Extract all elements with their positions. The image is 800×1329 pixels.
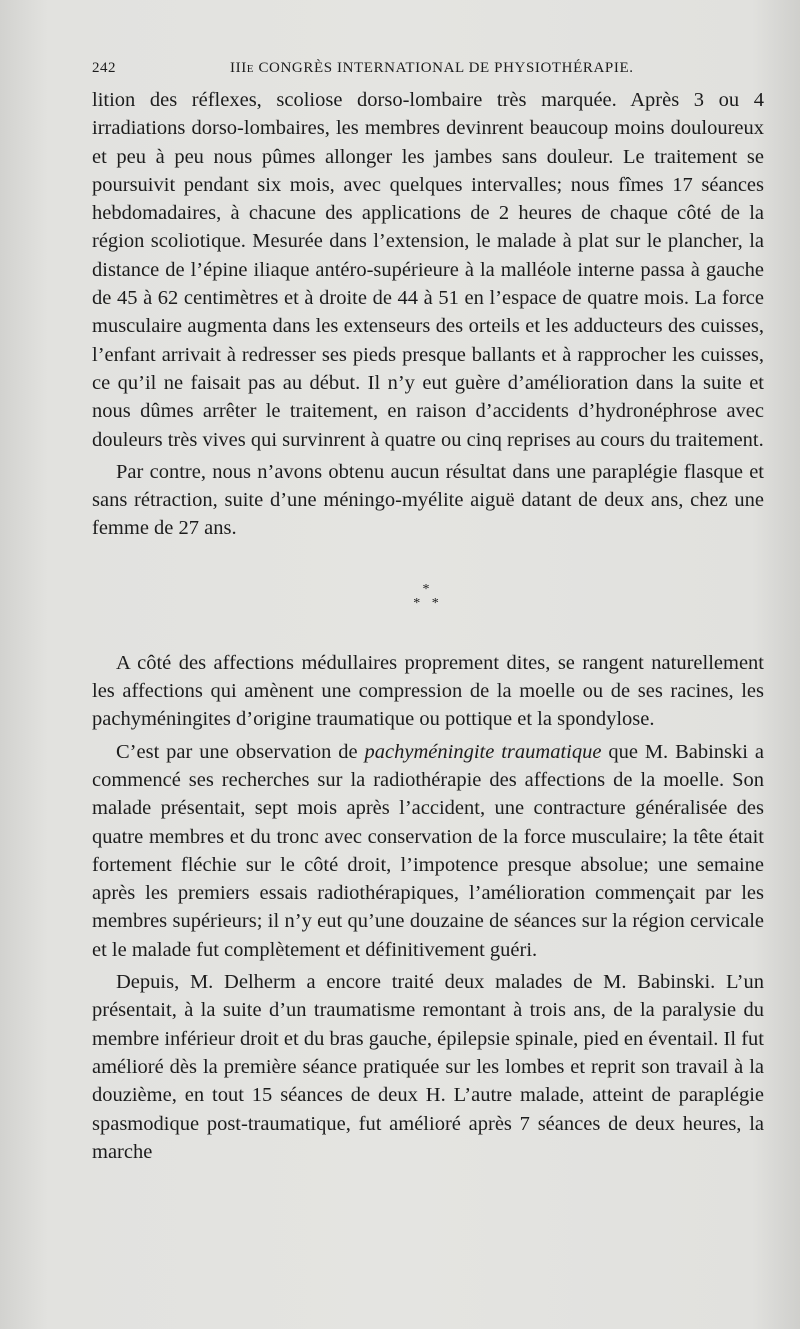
asterism-top: * (422, 581, 434, 597)
page-header (92, 60, 764, 84)
paragraph-babinski (92, 738, 764, 964)
body-text (92, 86, 764, 1170)
paragraph-continuation: lition des réflexes, scoliose dorso-lombaire très marquée. Après 3 ou 4 irradiations dorso-lombaires, les membres devinrent beaucoup moins douloureux et peu à peu nous pûmes allonger les jambes sans douleur. Le traitement se poursuivit pendant six mois, avec quelques intervalles; nous fîmes 17 séances hebdomadaires, à chacune des applications de 2 heures de chaque côté de la région scoliotique. Mesurée dans l’extension, le malade à plat sur le plancher, la distance de l’épine iliaque antéro-supérieure à la malléole interne passa à gauche de 45 à 62 centimètres et à droite de 44 à 51 en l’espace de quatre mois. La force musculaire augmenta dans les extenseurs des orteils et les adducteurs des cuisses, l’enfant arrivait à redresser ses pieds presque ballants et à rapprocher les cuisses, ce qu’il ne faisait pas au début. Il n’y eut guère d’amélioration dans la suite et nous dûmes arrêter le traitement, en raison d’accidents d’hydronéphrose avec douleurs très vives qui survinrent à quatre ou cinq reprises au cours du traitement. (92, 89, 764, 451)
section-asterism (92, 583, 764, 611)
babinski-text-before: C’est par une observation de (116, 740, 365, 763)
asterism-bottom: * * (413, 595, 443, 611)
paragraph-contre: Par contre, nous n’avons obtenu aucun résultat dans une paraplégie flasque et sans rétraction, suite d’une méningo-myélite aiguë datant de deux ans, chez une femme de 27 ans. (92, 460, 764, 540)
running-head: IIIe CONGRÈS INTERNATIONAL DE PHYSIOTHÉRAPIE. (230, 60, 634, 76)
page-number: 242 (92, 60, 116, 76)
paragraph-affections: A côté des affections médullaires proprement dites, se rangent naturellement les affections qui amènent une compression de la moelle ou de ses racines, les pachyméningites d’origine traumatique ou pottique et la spondylose. (92, 651, 764, 731)
babinski-text-after: que M. Babinski a commencé ses recherches sur la radiothérapie des affections de la moelle. Son malade présentait, sept mois après l’accident, une contracture généralisée des quatre membres et du tronc avec conservation de la force musculaire; la tête était fortement fléchie sur le côté droit, l’impotence presque absolue; une semaine après les premiers essais radiothérapiques, l’amélioration commençait par les membres supérieurs; il n’y eut qu’une douzaine de séances sur la région cervicale et le malade fut complètement et définitivement guéri. (92, 740, 764, 961)
paragraph-delherm: Depuis, M. Delherm a encore traité deux malades de M. Babinski. L’un présentait, à la suite d’un traumatisme remontant à trois ans, de la paralysie du membre inférieur droit et du bras gauche, épilepsie spinale, pied en éventail. Il fut amélioré dès la première séance pratiquée sur les lombes et reprit son travail à la douzième, en tout 15 séances de deux H. L’autre malade, atteint de paraplégie spasmodique post-traumatique, fut amélioré après 7 séances de deux heures, la marche (92, 971, 764, 1163)
babinski-italic-term: pachyméningite traumatique (364, 740, 602, 763)
